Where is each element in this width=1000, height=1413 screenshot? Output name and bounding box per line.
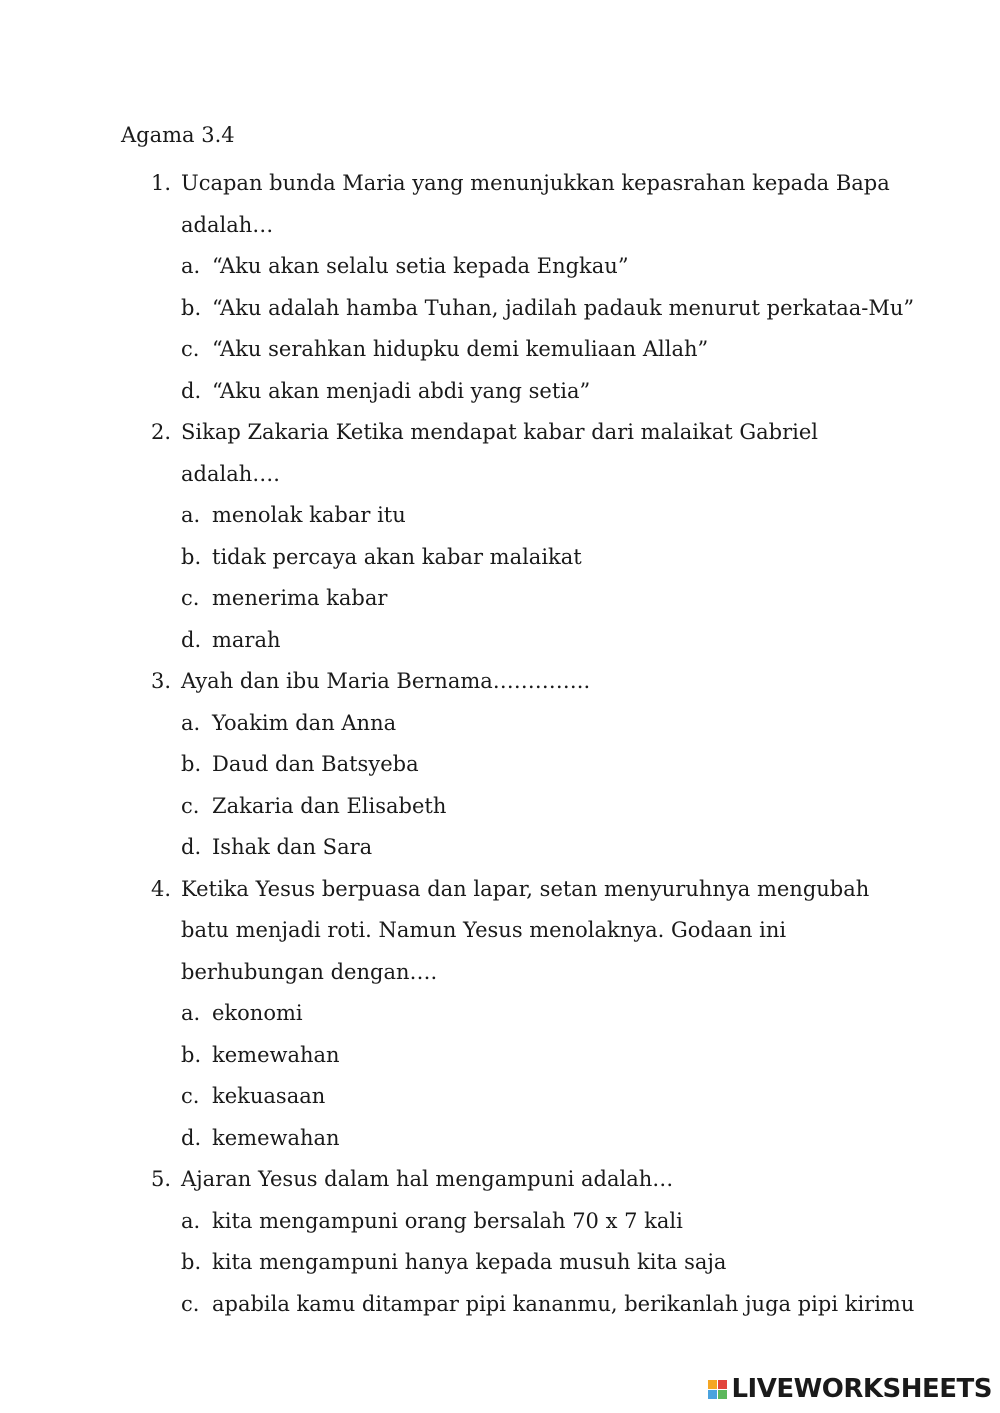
option-text: Ishak dan Sara [212, 835, 373, 859]
question-2 [151, 412, 891, 661]
option-text: kita mengampuni hanya kepada musuh kita saja [212, 1250, 727, 1274]
option-text: apabila kamu ditampar pipi kananmu, berikanlah juga pipi kirimu [212, 1291, 915, 1316]
option-text: “Aku akan selalu setia kepada Engkau” [212, 254, 629, 278]
option-4a[interactable] [181, 993, 891, 1035]
option-text: “Aku akan menjadi abdi yang setia” [212, 378, 591, 403]
question-text: Ayah dan ibu Maria Bernama………….. [181, 669, 591, 693]
option-3d[interactable] [181, 827, 891, 869]
liveworksheets-watermark [708, 1375, 992, 1403]
option-list [151, 993, 891, 1159]
option-letter: d. [181, 1125, 202, 1150]
option-2d[interactable] [181, 620, 891, 662]
option-letter: c. [181, 1291, 200, 1316]
liveworksheets-brand-text: LIVEWORKSHEETS [731, 1374, 992, 1404]
option-letter: c. [181, 586, 200, 610]
option-text: menerima kabar [212, 586, 388, 610]
option-1c[interactable] [181, 329, 891, 371]
liveworksheets-logo-icon [708, 1380, 727, 1399]
option-letter: a. [181, 710, 201, 735]
question-4 [151, 869, 891, 1160]
logo-square-red [718, 1380, 727, 1389]
option-letter: c. [181, 1084, 200, 1108]
option-1b[interactable] [181, 288, 915, 330]
question-number: 5. [151, 1167, 172, 1191]
question-number: 1. [151, 171, 172, 195]
option-text: ekonomi [212, 1001, 303, 1025]
option-letter: b. [181, 295, 202, 320]
option-text: “Aku adalah hamba Tuhan, jadilah padauk menurut perkataa-Mu” [212, 295, 915, 320]
option-list [151, 495, 891, 661]
option-4b[interactable] [181, 1035, 891, 1077]
option-text: Yoakim dan Anna [212, 710, 397, 735]
worksheet-title: Agama 3.4 [121, 123, 235, 147]
question-number: 4. [151, 876, 172, 901]
option-list [151, 703, 891, 869]
option-3c[interactable] [181, 786, 891, 828]
option-text: kemewahan [212, 1042, 340, 1067]
option-5a[interactable] [181, 1201, 891, 1243]
logo-square-blue [708, 1390, 717, 1399]
option-text: kemewahan [212, 1125, 340, 1150]
option-letter: b. [181, 1042, 202, 1067]
option-list [151, 246, 915, 412]
question-number: 2. [151, 420, 172, 444]
question-1 [151, 163, 915, 412]
logo-square-orange [708, 1380, 717, 1389]
question-5 [151, 1159, 915, 1325]
option-1a[interactable] [181, 246, 891, 288]
option-4c[interactable] [181, 1076, 891, 1118]
option-text: kita mengampuni orang bersalah 70 x 7 kali [212, 1208, 683, 1233]
option-letter: d. [181, 378, 202, 403]
question-text: Sikap Zakaria Ketika mendapat kabar dari malaikat Gabriel adalah…. [181, 420, 819, 486]
option-3b[interactable] [181, 744, 891, 786]
option-2c[interactable] [181, 578, 891, 620]
option-2b[interactable] [181, 537, 891, 579]
logo-square-green [718, 1390, 727, 1399]
option-text: Daud dan Batsyeba [212, 752, 419, 776]
option-text: menolak kabar itu [212, 503, 406, 527]
question-text: Ucapan bunda Maria yang menunjukkan kepasrahan kepada Bapa adalah… [181, 171, 890, 237]
option-letter: d. [181, 627, 202, 652]
option-text: “Aku serahkan hidupku demi kemuliaan Allah” [212, 337, 709, 361]
option-letter: b. [181, 752, 202, 776]
option-letter: a. [181, 254, 201, 278]
option-text: marah [212, 627, 281, 652]
question-3 [151, 661, 891, 869]
option-letter: c. [181, 337, 200, 361]
option-letter: a. [181, 503, 201, 527]
option-letter: b. [181, 1250, 202, 1274]
option-1d[interactable] [181, 371, 891, 413]
option-letter: a. [181, 1001, 201, 1025]
question-number: 3. [151, 669, 172, 693]
option-text: kekuasaan [212, 1084, 326, 1108]
question-text: Ajaran Yesus dalam hal mengampuni adalah… [181, 1167, 674, 1191]
option-2a[interactable] [181, 495, 891, 537]
option-5c[interactable] [181, 1284, 915, 1326]
option-text: Zakaria dan Elisabeth [212, 793, 447, 818]
question-list [151, 163, 915, 1325]
option-letter: b. [181, 544, 202, 569]
option-5b[interactable] [181, 1242, 891, 1284]
option-4d[interactable] [181, 1118, 891, 1160]
option-letter: c. [181, 793, 200, 818]
option-list [151, 1201, 915, 1326]
option-text: tidak percaya akan kabar malaikat [212, 544, 582, 569]
option-3a[interactable] [181, 703, 891, 745]
question-text: Ketika Yesus berpuasa dan lapar, setan menyuruhnya mengubah batu menjadi roti. Namun Yesus menolaknya. Godaan ini berhubungan dengan…. [181, 876, 870, 984]
option-letter: d. [181, 835, 202, 859]
option-letter: a. [181, 1208, 201, 1233]
